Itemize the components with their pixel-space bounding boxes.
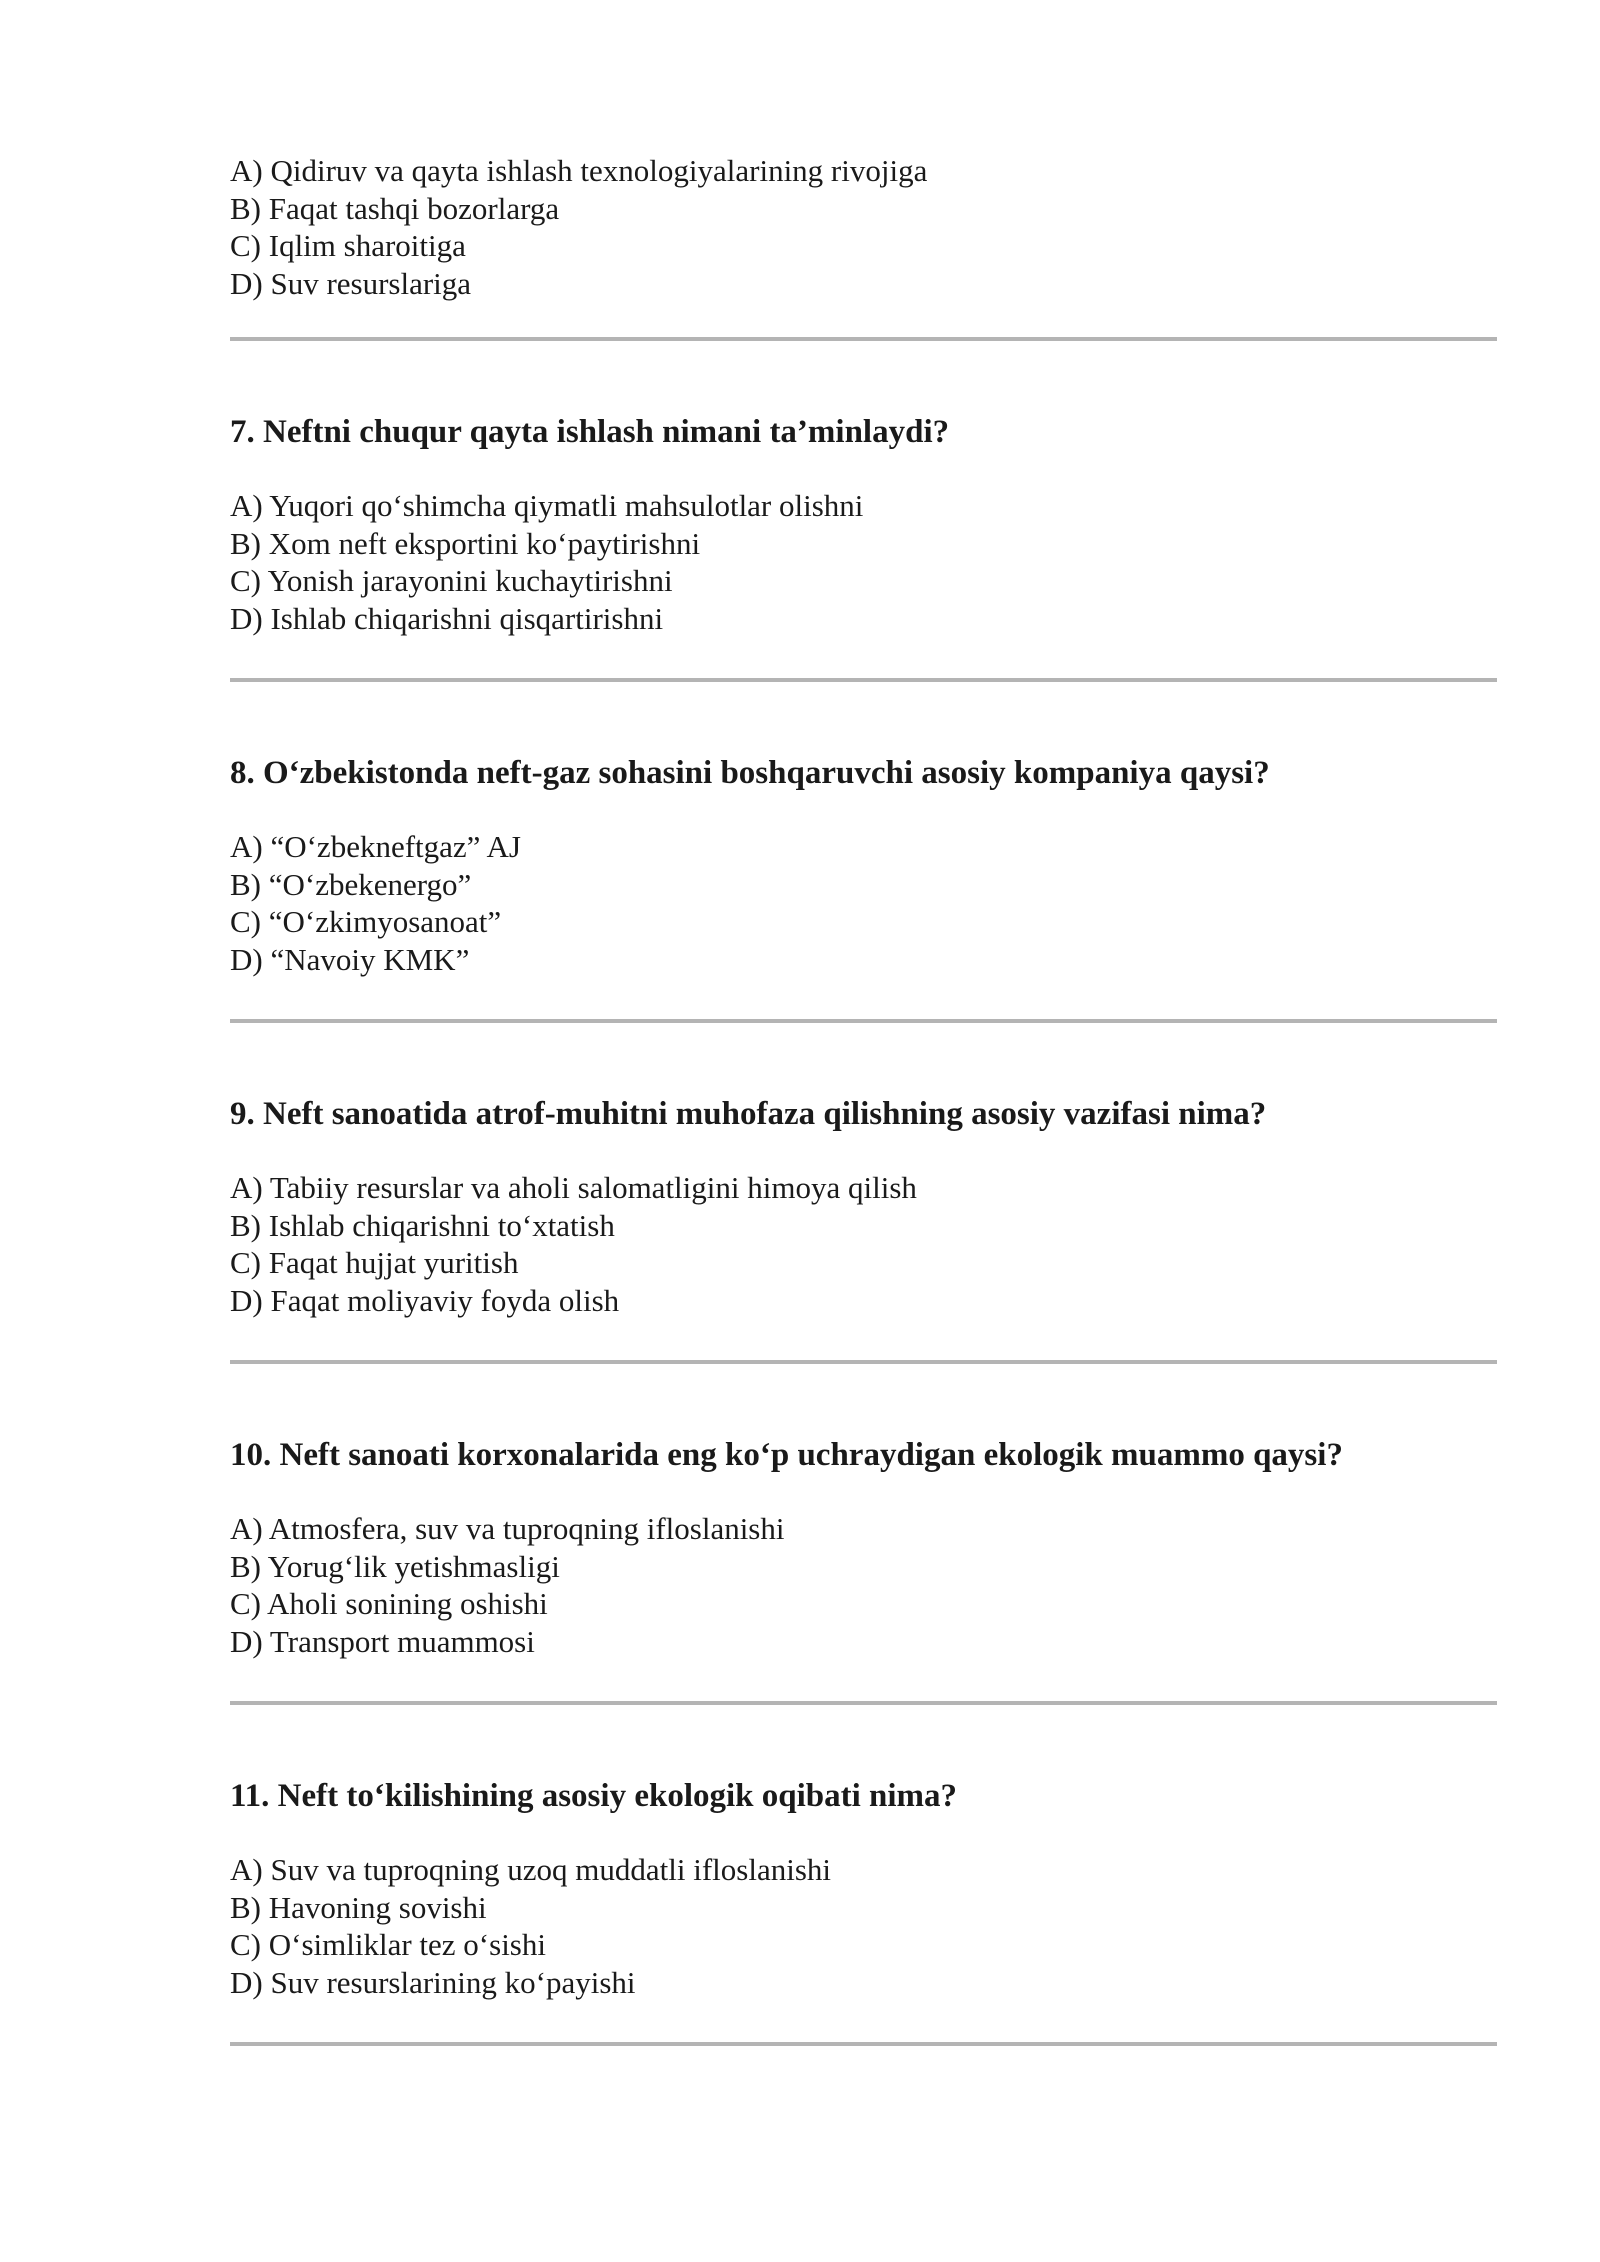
option-b: B) Yorug‘lik yetishmasligi	[230, 1548, 560, 1584]
option-a: A) Atmosfera, suv va tuproqning ifloslanishi	[230, 1511, 785, 1546]
question-10	[230, 1435, 1343, 1660]
option-c: C) Yonish jarayonini kuchaytirishni	[230, 563, 673, 598]
question-title: 11. Neft to‘kilishining asosiy ekologik oqibati nima?	[230, 1778, 958, 1814]
question-9	[230, 1094, 1266, 1319]
option-d: D) Suv resurslariga	[230, 265, 472, 301]
option-b: B) Ishlab chiqarishni to‘xtatish	[230, 1207, 615, 1243]
option-a: A) “O‘zbekneftgaz” AJ	[230, 829, 521, 864]
divider	[230, 678, 1497, 682]
question-6-options	[230, 152, 927, 302]
question-title: 10. Neft sanoati korxonalarida eng ko‘p uchraydigan ekologik muammo qaysi?	[230, 1437, 1343, 1473]
divider	[230, 1701, 1497, 1705]
option-d: D) Transport muammosi	[230, 1623, 535, 1659]
options-list	[230, 487, 949, 637]
option-c: C) O‘simliklar tez o‘sishi	[230, 1927, 546, 1962]
divider	[230, 337, 1497, 341]
options-list	[230, 1851, 957, 2001]
option-d: D) Suv resurslarining ko‘payishi	[230, 1964, 636, 2000]
divider	[230, 2042, 1497, 2046]
option-b: B) Havoning sovishi	[230, 1889, 487, 1925]
option-d: D) Faqat moliyaviy foyda olish	[230, 1282, 620, 1318]
option-c: C) Faqat hujjat yuritish	[230, 1245, 519, 1280]
option-b: B) “O‘zbekenergo”	[230, 866, 472, 902]
option-d: D) “Navoiy KMK”	[230, 941, 470, 977]
option-a: A) Tabiiy resurslar va aholi salomatligini himoya qilish	[230, 1170, 917, 1205]
option-c: C) Iqlim sharoitiga	[230, 228, 466, 263]
option-a: A) Qidiruv va qayta ishlash texnologiyalarining rivojiga	[230, 153, 928, 188]
question-title: 8. O‘zbekistonda neft-gaz sohasini boshqaruvchi asosiy kompaniya qaysi?	[230, 755, 1270, 791]
question-title: 9. Neft sanoatida atrof-muhitni muhofaza qilishning asosiy vazifasi nima?	[230, 1096, 1267, 1132]
divider	[230, 1019, 1497, 1023]
option-c: C) “O‘zkimyosanoat”	[230, 904, 502, 939]
options-list	[230, 1169, 1266, 1319]
question-8	[230, 753, 1270, 978]
question-11	[230, 1776, 957, 2001]
option-d: D) Ishlab chiqarishni qisqartirishni	[230, 600, 664, 636]
option-c: C) Aholi sonining oshishi	[230, 1586, 548, 1621]
option-a: A) Suv va tuproqning uzoq muddatli ifloslanishi	[230, 1852, 832, 1887]
options-list	[230, 828, 1270, 978]
divider	[230, 1360, 1497, 1364]
question-title: 7. Neftni chuqur qayta ishlash nimani ta’minlaydi?	[230, 414, 950, 450]
option-b: B) Xom neft eksportini ko‘paytirishni	[230, 525, 701, 561]
options-list	[230, 1510, 1343, 1660]
option-a: A) Yuqori qo‘shimcha qiymatli mahsulotlar olishni	[230, 488, 864, 523]
question-7	[230, 412, 949, 637]
option-b: B) Faqat tashqi bozorlarga	[230, 190, 560, 226]
